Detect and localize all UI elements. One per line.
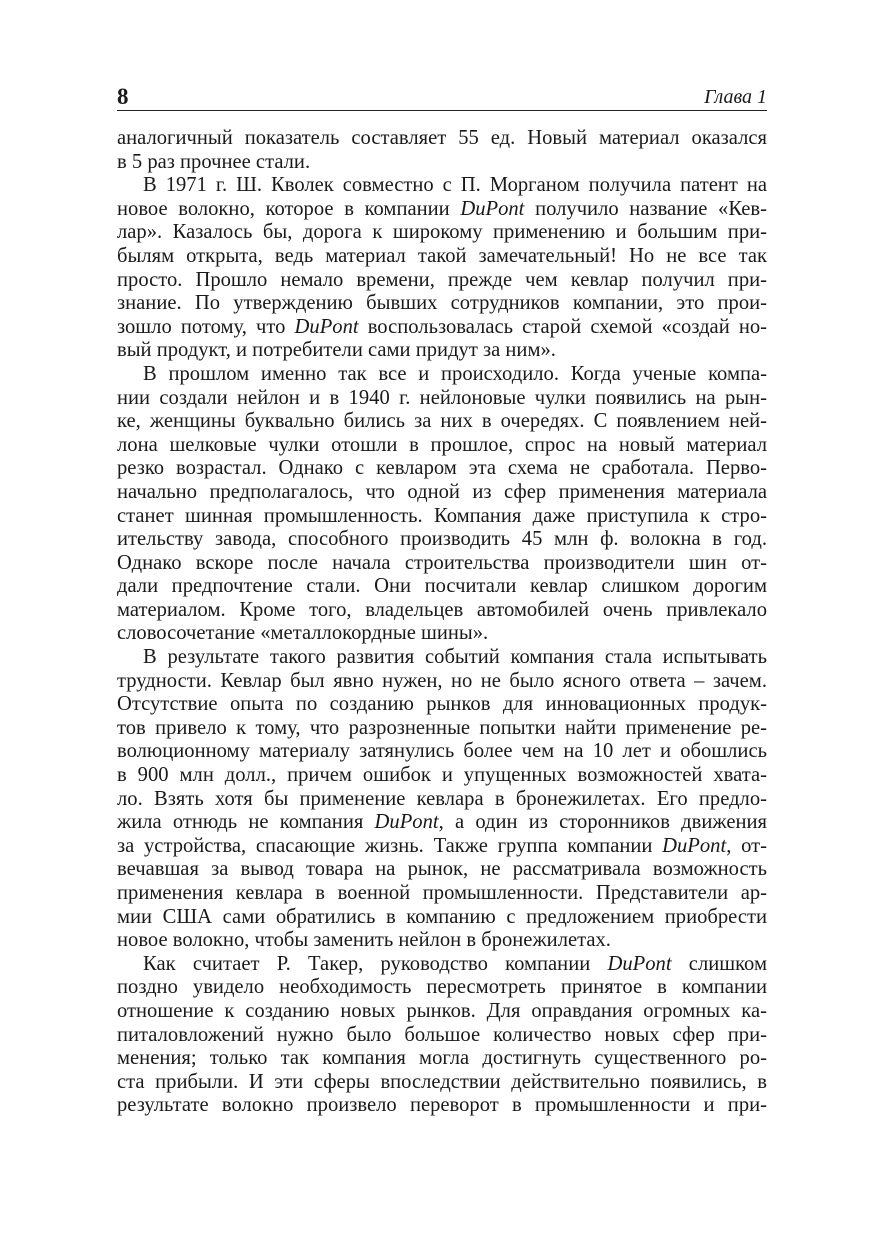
text-line: аналогичный показатель составляет 55 ед. Новый материал оказался: [117, 127, 767, 149]
text-line: жила отнюдь не компания DuPont, а один из сторонников движения: [117, 811, 768, 834]
paragraph: [117, 953, 767, 1118]
page-number: 8: [117, 84, 129, 109]
text-line: волюционному материалу затянулись более чем на 10 лет и обошлись: [117, 740, 767, 763]
text-line: нии создали нейлон и в 1940 г. нейлоновые чулки появились на рын-: [117, 386, 767, 409]
text-line: мии США сами обратились в компанию с предложением приобрести: [117, 905, 767, 928]
company-name: DuPont: [374, 811, 439, 834]
text-line: применения кевлара в военной промышленности. Представители ар-: [117, 882, 767, 904]
text-line: Как считает Р. Такер, руководство компании DuPont слишком: [143, 952, 767, 975]
text-line: просто. Прошло немало времени, прежде чем кевлар получил при-: [117, 268, 767, 291]
text-line: Однако вскоре после начала строительства производители шин от-: [117, 551, 767, 574]
text-line: питаловложений нужно было большое количество новых сфер при-: [117, 1023, 767, 1046]
chapter-title: Глава 1: [704, 86, 767, 108]
text-line: станет шинная промышленность. Компания даже приступила к стро-: [117, 504, 767, 527]
text-line: тов привело к тому, что разрозненные попытки найти применение ре-: [117, 716, 767, 739]
text-line: новое волокно, чтобы заменить нейлон в бронежилетах.: [117, 929, 611, 952]
text-line: в 5 раз прочнее стали.: [117, 150, 311, 173]
text-line: ительству завода, способного производить 45 млн ф. волокна в год.: [117, 528, 767, 551]
text-line: менения; только так компания могла достигнуть существенного ро-: [117, 1047, 767, 1070]
text-line: ке, женщины буквально бились за них в очередях. С появлением ней-: [117, 410, 767, 433]
text-line: ста прибыли. И эти сферы впоследствии действительно появились, в: [117, 1070, 767, 1093]
text-line: В 1971 г. Ш. Кволек совместно с П. Морганом получила патент на: [143, 174, 767, 197]
text-line: Отсутствие опыта по созданию рынков для инновационных продук-: [117, 693, 767, 716]
text-line: резко возрастал. Однако с кевларом эта схема не сработала. Перво-: [117, 457, 767, 480]
text-line: лар». Казалось бы, дорога к широкому применению и большим при-: [117, 221, 767, 244]
company-name: DuPont: [294, 315, 359, 338]
text-line: лона шелковые чулки отошли в прошлое, спрос на новый материал: [117, 433, 767, 456]
paragraph: [117, 174, 767, 363]
text-line: начально предполагалось, что одной из сфер применения материала: [117, 480, 767, 503]
text-line: отношение к созданию новых рынков. Для оправдания огромных ка-: [117, 999, 767, 1022]
text-line: зошло потому, что DuPont воспользовалась старой схемой «создай но-: [117, 315, 767, 338]
text-line: материалом. Кроме того, владельцев автомобилей очень привлекало: [117, 598, 767, 621]
paragraph: [117, 363, 767, 646]
text-line: словосочетание «металлокордные шины».: [117, 622, 489, 645]
text-line: былям открыта, ведь материал такой замечательный! Но не все так: [117, 244, 767, 267]
company-name: DuPont: [607, 952, 672, 975]
running-header: [117, 84, 767, 111]
text-line: трудности. Кевлар был явно нужен, но не было ясного ответа – зачем.: [117, 669, 767, 692]
text-line: ло. Взять хотя бы применение кевлара в бронежилетах. Его предло-: [117, 787, 767, 810]
text-line: знание. По утверждению бывших сотрудников компании, это прои-: [117, 292, 767, 315]
text-line: дали предпочтение стали. Они посчитали кевлар слишком дорогим: [117, 575, 767, 598]
text-line: В результате такого развития событий компания стала испытывать: [143, 646, 767, 669]
paragraph: [117, 127, 767, 174]
company-name: DuPont: [662, 834, 727, 857]
body-text: [117, 127, 767, 1118]
text-line: поздно увидело необходимость пересмотреть принятое в компании: [117, 976, 767, 999]
text-line: за устройства, спасающие жизнь. Также группа компании DuPont, от-: [117, 834, 767, 857]
text-line: вечавшая за вывод товара на рынок, не рассматривала возможность: [117, 858, 767, 881]
text-line: результате волокно произвело переворот в промышленности и при-: [117, 1094, 767, 1117]
paragraph: [117, 646, 767, 953]
text-line: новое волокно, которое в компании DuPont получило название «Кев-: [117, 197, 767, 220]
company-name: DuPont: [460, 197, 525, 220]
text-line: вый продукт, и потребители сами придут за ним».: [117, 339, 556, 362]
text-line: В прошлом именно так все и происходило. Когда ученые компа-: [143, 362, 767, 385]
text-line: в 900 млн долл., причем ошибок и упущенных возможностей хвата-: [117, 764, 767, 787]
